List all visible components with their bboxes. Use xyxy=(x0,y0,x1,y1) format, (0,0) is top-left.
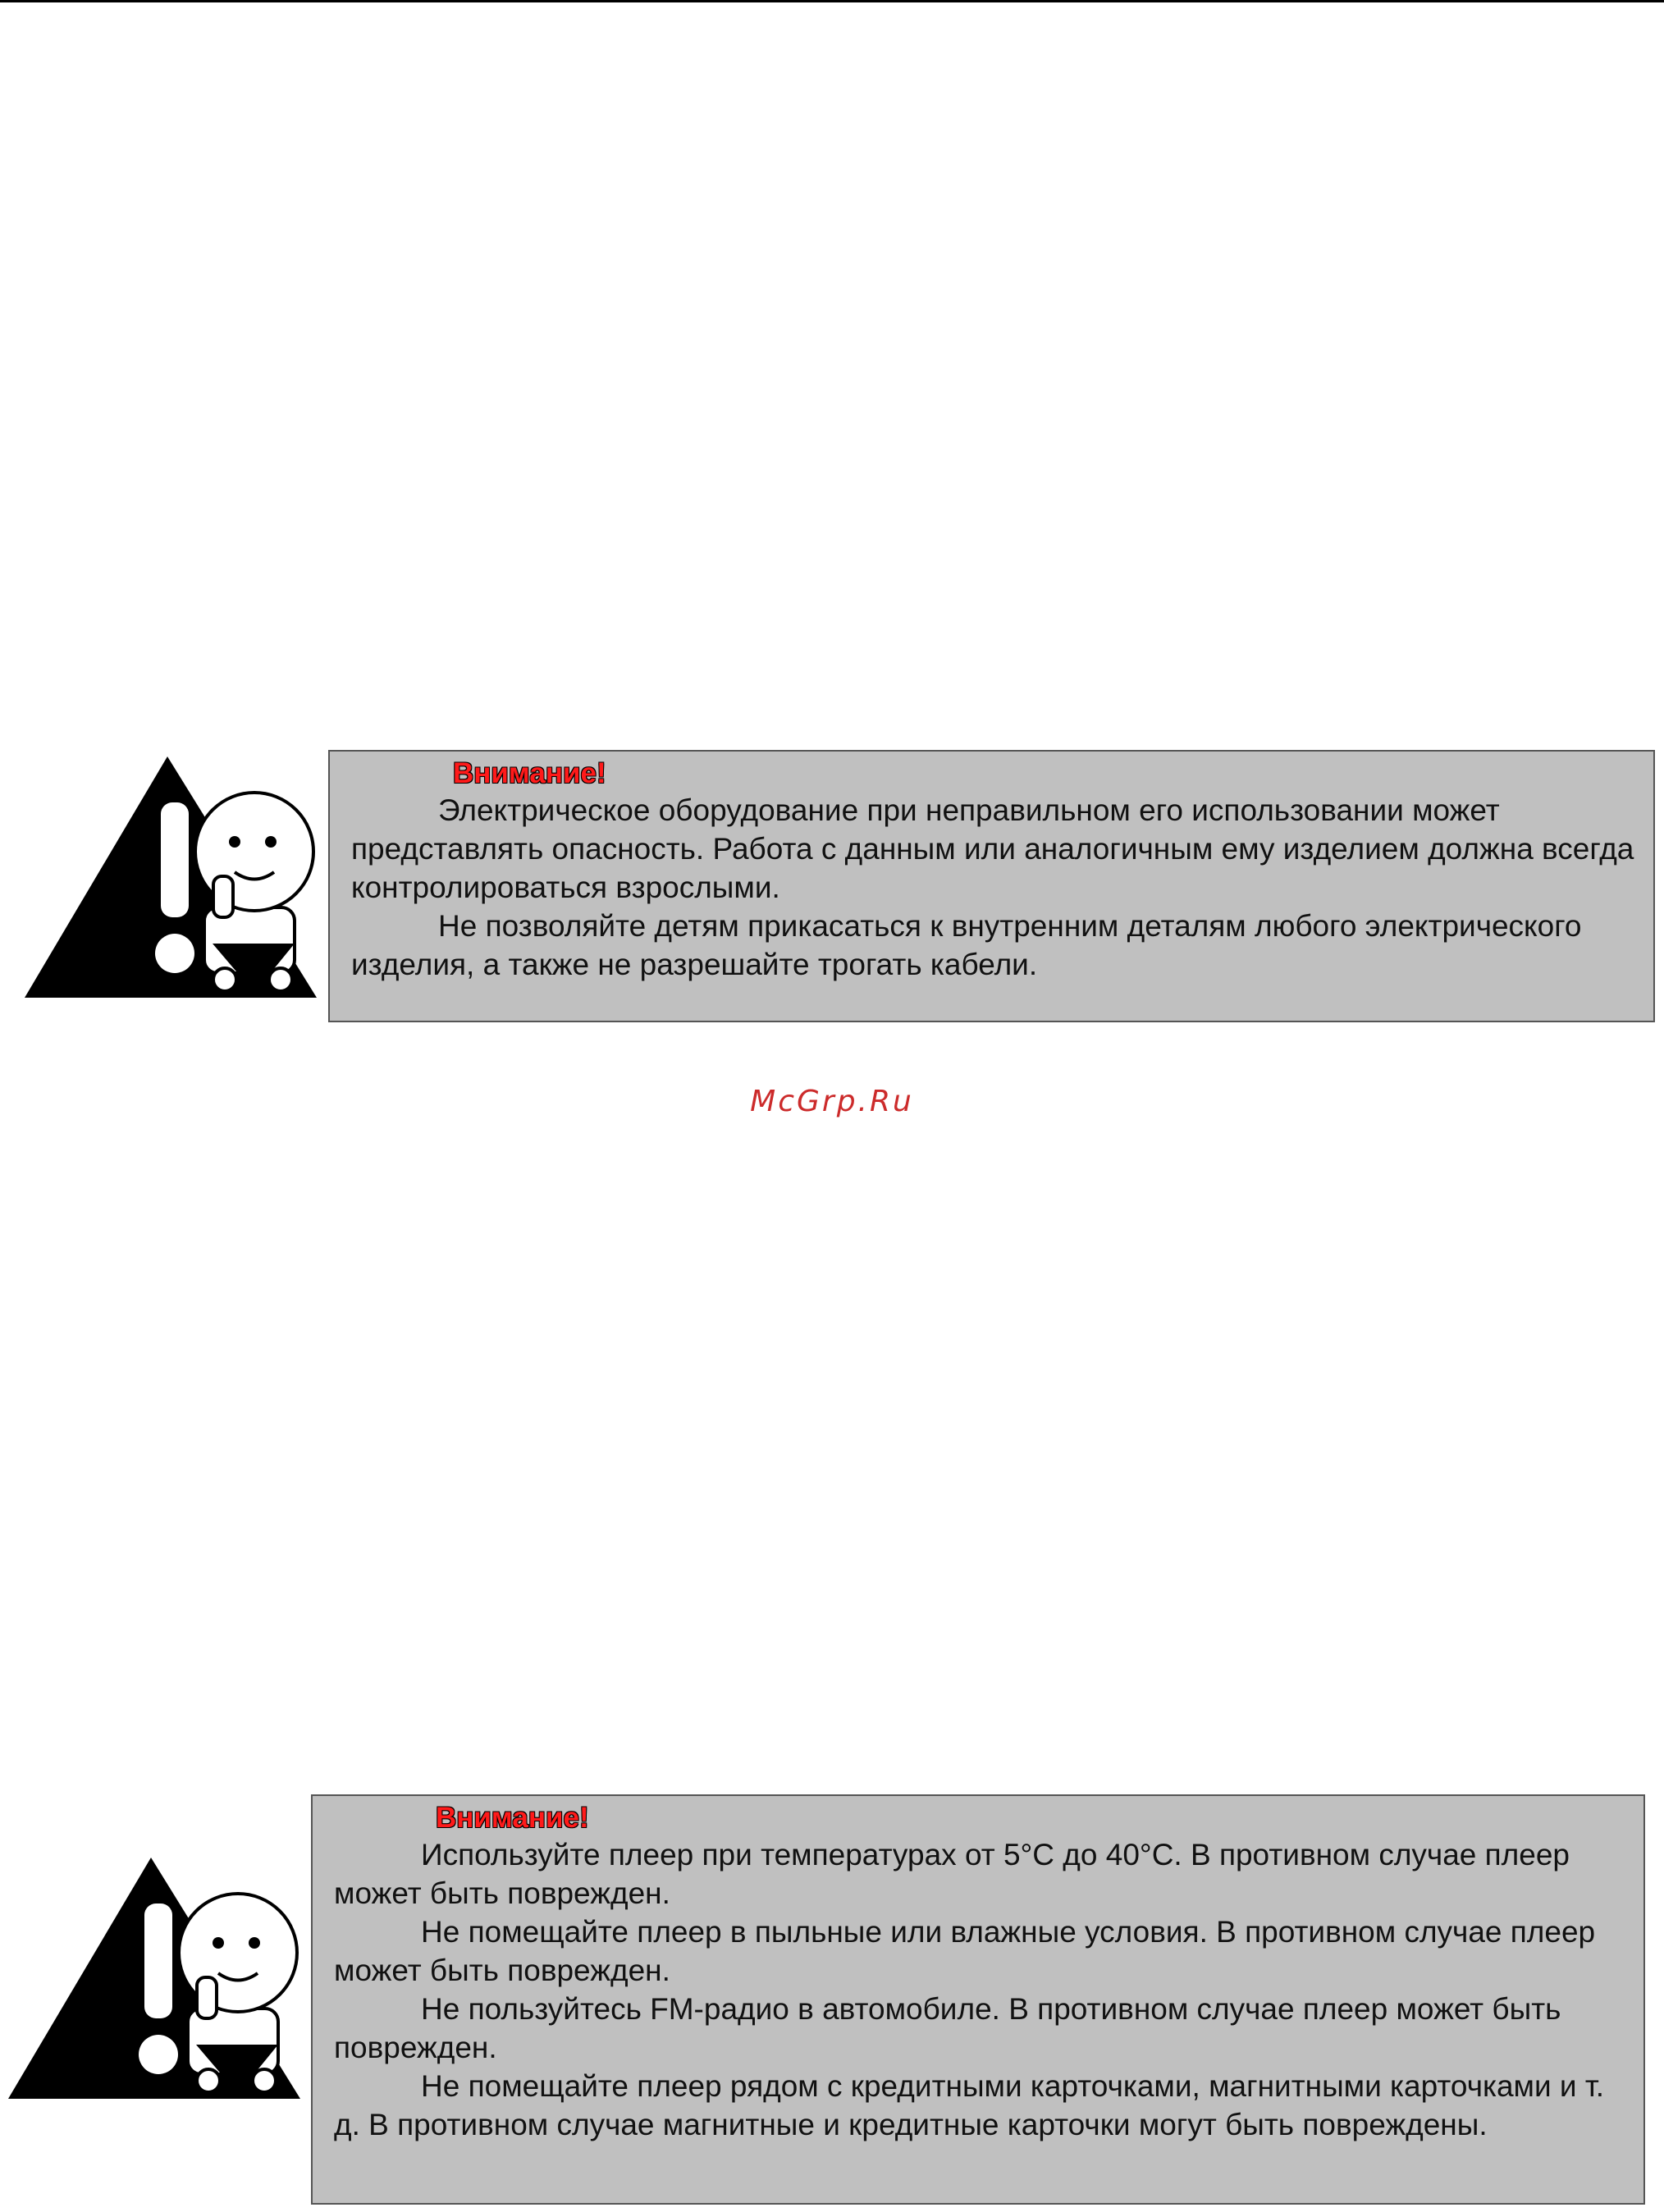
notice-paragraph: Не помещайте плеер в пыльные или влажные условия. В противном случае плеер может быть поврежден. xyxy=(334,1915,1596,1987)
notice-title: Внимание! xyxy=(453,757,606,789)
notice-paragraph: Электрическое оборудование при неправильном его использовании может представлять опасность. Работа с данным или аналогичным ему изделием должна всегда контролироваться взрослыми. xyxy=(351,793,1634,904)
warning-triangle-mascot-icon xyxy=(3,1854,304,2102)
notice-paragraph: Не помещайте плеер рядом с кредитными карточками, магнитными карточками и т. д. В противном случае магнитные и кредитные карточки могут быть повреждены. xyxy=(334,2069,1605,2141)
notice-paragraph: Не позволяйте детям прикасаться к внутренним деталям любого электрического изделия, а также не разрешайте трогать кабели. xyxy=(351,909,1582,981)
notice-paragraph: Не пользуйтесь FM-радио в автомобиле. В противном случае плеер может быть поврежден. xyxy=(334,1992,1561,2064)
warning-notice-1 xyxy=(328,750,1655,1022)
warning-triangle-mascot-icon xyxy=(20,753,320,1001)
watermark: McGrp.Ru xyxy=(750,1085,914,1118)
top-rule xyxy=(0,0,1664,2)
notice-paragraph: Используйте плеер при температурах от 5°C до 40°C. В противном случае плеер может быть поврежден. xyxy=(334,1838,1570,1910)
notice-title: Внимание! xyxy=(436,1802,589,1834)
warning-notice-2 xyxy=(311,1794,1645,2205)
